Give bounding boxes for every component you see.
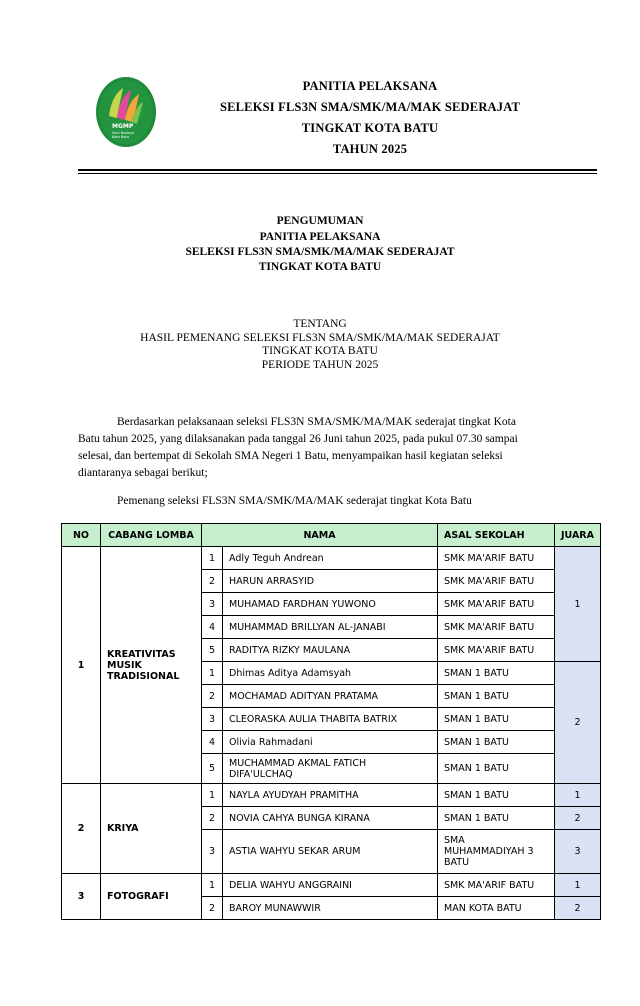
row-index: 2 [202, 685, 223, 708]
svg-text:MGMP: MGMP [112, 123, 134, 130]
row-index: 4 [202, 731, 223, 754]
group-cabang: KREATIVITAS MUSIK TRADISIONAL [101, 547, 202, 784]
body-paragraph: Berdasarkan pelaksanaan seleksi FLS3N SMA/SMK/MA/MAK sederajat tingkat Kota Batu tahun 2025, yang dilaksanakan pada tanggal 26 Juni tahun 2025, pada pukul 07.30 sampai selesai, dan bertempat di Sekolah SMA Negeri 1 Batu, menyampaikan hasil kegiatan seleksi diantaranya sebagai berikut; [78, 416, 518, 479]
row-juara: 1 [555, 874, 601, 897]
letterhead-rule-thin [78, 173, 597, 174]
row-index: 5 [202, 639, 223, 662]
about-line-3: TINGKAT KOTA BATU [262, 345, 378, 357]
row-index: 2 [202, 897, 223, 920]
row-name: ASTIA WAHYU SEKAR ARUM [223, 830, 438, 874]
row-name: CLEORASKA AULIA THABITA BATRIX [223, 708, 438, 731]
group-no: 2 [62, 784, 101, 874]
row-school: SMAN 1 BATU [438, 708, 555, 731]
table-row [62, 874, 601, 897]
row-index: 5 [202, 754, 223, 784]
letterhead-line-4: TAHUN 2025 [332, 142, 408, 156]
group-no: 3 [62, 874, 101, 920]
about-line-4: PERIODE TAHUN 2025 [261, 359, 379, 371]
group-no: 1 [62, 547, 101, 784]
winners-table [61, 523, 601, 920]
row-index: 3 [202, 593, 223, 616]
row-name: DELIA WAHYU ANGGRAINI [223, 874, 438, 897]
row-index: 4 [202, 616, 223, 639]
row-school: SMAN 1 BATU [438, 784, 555, 807]
letterhead-line-1: PANITIA PELAKSANA [302, 79, 438, 93]
row-school: SMK MA'ARIF BATU [438, 874, 555, 897]
about-line-2: HASIL PEMENANG SELEKSI FLS3N SMA/SMK/MA/MAK SEDERAJAT [140, 332, 500, 344]
row-name: MUHAMAD FARDHAN YUWONO [223, 593, 438, 616]
row-name: Dhimas Aditya Adamsyah [223, 662, 438, 685]
row-juara: 2 [555, 662, 601, 784]
row-juara: 1 [555, 547, 601, 662]
row-school: SMAN 1 BATU [438, 731, 555, 754]
row-school: SMK MA'ARIF BATU [438, 593, 555, 616]
header-no: NO [62, 524, 101, 547]
row-juara: 2 [555, 807, 601, 830]
row-school: SMK MA'ARIF BATU [438, 616, 555, 639]
row-name: MUCHAMMAD AKMAL FATICH DIFA'ULCHAQ [223, 754, 438, 784]
row-school: SMK MA'ARIF BATU [438, 570, 555, 593]
row-name: BAROY MUNAWWIR [223, 897, 438, 920]
group-cabang: FOTOGRAFI [101, 874, 202, 920]
header-cabang: CABANG LOMBA [101, 524, 202, 547]
row-name: MUHAMMAD BRILLYAN AL-JANABI [223, 616, 438, 639]
group-cabang: KRIYA [101, 784, 202, 874]
row-school: SMAN 1 BATU [438, 807, 555, 830]
table-intro: Pemenang seleksi FLS3N SMA/SMK/MA/MAK sederajat tingkat Kota Batu [117, 495, 472, 507]
row-index: 1 [202, 784, 223, 807]
header-juara: JUARA [555, 524, 601, 547]
row-juara: 3 [555, 830, 601, 874]
row-index: 3 [202, 830, 223, 874]
row-school: SMK MA'ARIF BATU [438, 639, 555, 662]
row-juara: 2 [555, 897, 601, 920]
row-index: 1 [202, 874, 223, 897]
row-name: NAYLA AYUDYAH PRAMITHA [223, 784, 438, 807]
row-name: NOVIA CAHYA BUNGA KIRANA [223, 807, 438, 830]
row-name: MOCHAMAD ADITYAN PRATAMA [223, 685, 438, 708]
letterhead-line-3: TINGKAT KOTA BATU [301, 121, 439, 135]
row-index: 1 [202, 662, 223, 685]
about-title: TENTANG [293, 318, 347, 330]
row-school: MAN KOTA BATU [438, 897, 555, 920]
mgmp-logo-icon [95, 76, 157, 148]
row-school: SMAN 1 BATU [438, 754, 555, 784]
svg-text:Kota Batu: Kota Batu [112, 135, 130, 139]
row-index: 3 [202, 708, 223, 731]
row-name: Adly Teguh Andrean [223, 547, 438, 570]
row-name: HARUN ARRASYID [223, 570, 438, 593]
header-nama: NAMA [202, 524, 438, 547]
row-school: SMK MA'ARIF BATU [438, 547, 555, 570]
row-index: 2 [202, 807, 223, 830]
announcement-line-4: TINGKAT KOTA BATU [258, 261, 382, 273]
announcement-line-2: PANITIA PELAKSANA [259, 231, 381, 243]
letterhead-line-2: SELEKSI FLS3N SMA/SMK/MA/MAK SEDERAJAT [219, 100, 521, 114]
announcement-line-3: SELEKSI FLS3N SMA/SMK/MA/MAK SEDERAJAT [185, 246, 455, 258]
svg-text:Seni Budaya: Seni Budaya [112, 131, 134, 135]
row-name: RADITYA RIZKY MAULANA [223, 639, 438, 662]
row-name: Olivia Rahmadani [223, 731, 438, 754]
table-row [62, 547, 601, 570]
table-header-row [62, 524, 601, 547]
row-index: 2 [202, 570, 223, 593]
row-school: SMA MUHAMMADIYAH 3 BATU [438, 830, 555, 874]
mgmp-logo [95, 76, 157, 148]
row-school: SMAN 1 BATU [438, 685, 555, 708]
row-juara: 1 [555, 784, 601, 807]
letterhead-rule-thick [78, 169, 597, 171]
row-index: 1 [202, 547, 223, 570]
header-sekolah: ASAL SEKOLAH [438, 524, 555, 547]
table-row [62, 784, 601, 807]
announcement-title: PENGUMUMAN [276, 215, 364, 227]
row-school: SMAN 1 BATU [438, 662, 555, 685]
